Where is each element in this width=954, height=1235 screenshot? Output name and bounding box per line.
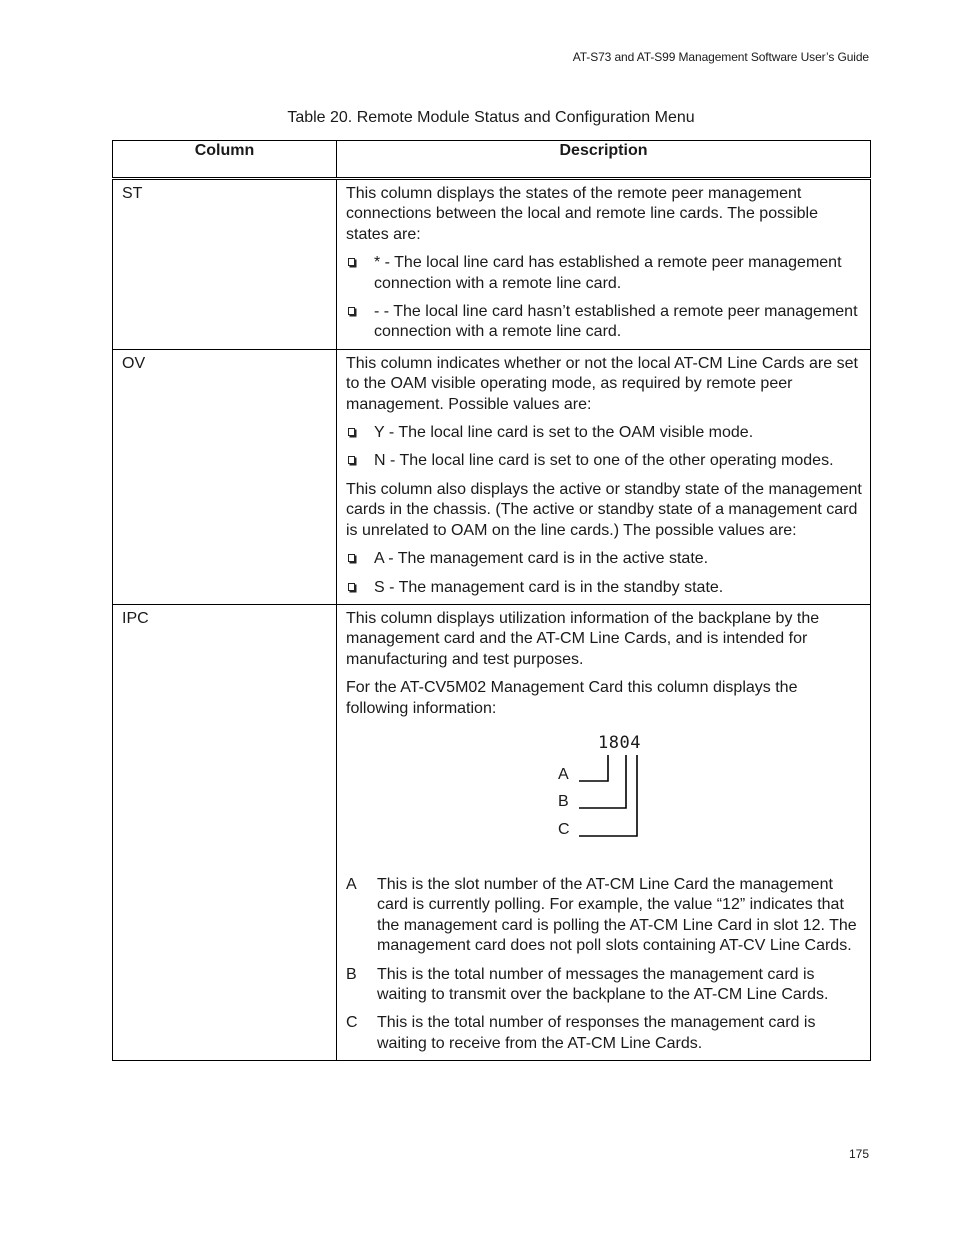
ipc-para-2: For the AT-CV5M02 Management Card this column displays the following information: — [346, 679, 798, 717]
list-item: * - The local line card has established a remote peer management connection with a remote line card. — [346, 253, 862, 294]
column-name-ipc: IPC — [113, 604, 337, 1060]
table-row-ipc — [113, 604, 871, 1060]
ov-intro: This column indicates whether or not the local AT-CM Line Cards are set to the OAM visible operating mode, as required by remote peer management. Possible values are: — [346, 354, 858, 413]
ipc-definition-list — [346, 875, 862, 1054]
connector-a — [579, 755, 608, 781]
list-item: - - The local line card hasn’t established a remote peer management connection with a remote line card. — [346, 302, 862, 343]
diagram-label-b: B — [558, 792, 569, 810]
diagram-label-c: C — [558, 820, 570, 838]
column-name-ov: OV — [113, 349, 337, 604]
diagram-connector-lines — [346, 727, 862, 867]
checkbox-bullet-icon — [348, 307, 355, 315]
diagram-label-a: A — [558, 765, 569, 783]
ipc-intro: This column displays utilization information of the backplane by the management card and the AT-CM Line Cards, and is intended for manufacturing and test purposes. — [346, 609, 820, 668]
checkbox-bullet-icon — [348, 428, 355, 436]
page-number: 175 — [848, 1147, 869, 1161]
description-ipc — [337, 604, 871, 1060]
definition-item-b: B This is the total number of messages the management card is waiting to transmit over the backplane to the AT-CM Line Cards. — [346, 965, 829, 1003]
checkbox-bullet-icon — [348, 554, 355, 562]
ov-bullet-list-1 — [346, 423, 862, 472]
list-item: S - The management card is in the standby state. — [346, 578, 862, 598]
table-header-row — [113, 141, 871, 179]
table-row-ov — [113, 349, 871, 604]
running-header: AT-S73 and AT-S99 Management Software User’s Guide — [572, 50, 869, 64]
description-ov — [337, 349, 871, 604]
ov-bullet-list-2 — [346, 549, 862, 598]
st-bullet-list — [346, 253, 862, 343]
list-item: N - The local line card is set to one of the other operating modes. — [346, 451, 862, 471]
definition-item-c: C This is the total number of responses the management card is waiting to receive from the AT-CM Line Cards. — [346, 1014, 816, 1052]
diagram-value: 1804 — [598, 732, 641, 753]
description-st — [337, 179, 871, 350]
remote-module-table — [112, 140, 871, 1061]
checkbox-bullet-icon — [348, 456, 355, 464]
definition-item-a: A This is the slot number of the AT-CM Line Card the management card is currently polling. For example, the value “12” indicates that the management card is polling the AT-CM Line Card in slot 12. The management card does not poll slots containing AT-CV Line Cards. — [346, 875, 857, 955]
table-caption: Table 20. Remote Module Status and Configuration Menu — [287, 109, 695, 126]
table-row-st — [113, 179, 871, 350]
checkbox-bullet-icon — [348, 258, 355, 266]
column-name-st: ST — [113, 179, 337, 350]
list-item: Y - The local line card is set to the OAM visible mode. — [346, 423, 862, 443]
ipc-field-diagram — [346, 727, 862, 867]
column-header: Column — [113, 141, 337, 179]
description-header: Description — [337, 141, 871, 179]
checkbox-bullet-icon — [348, 583, 355, 591]
ov-para-2: This column also displays the active or standby state of the management cards in the chassis. (The active or standby state of a management card is unrelated to OAM on the line cards.) The possible values are: — [346, 480, 862, 539]
list-item: A - The management card is in the active state. — [346, 549, 862, 569]
st-intro: This column displays the states of the remote peer management connections between the local and remote line cards. The possible states are: — [346, 185, 818, 243]
